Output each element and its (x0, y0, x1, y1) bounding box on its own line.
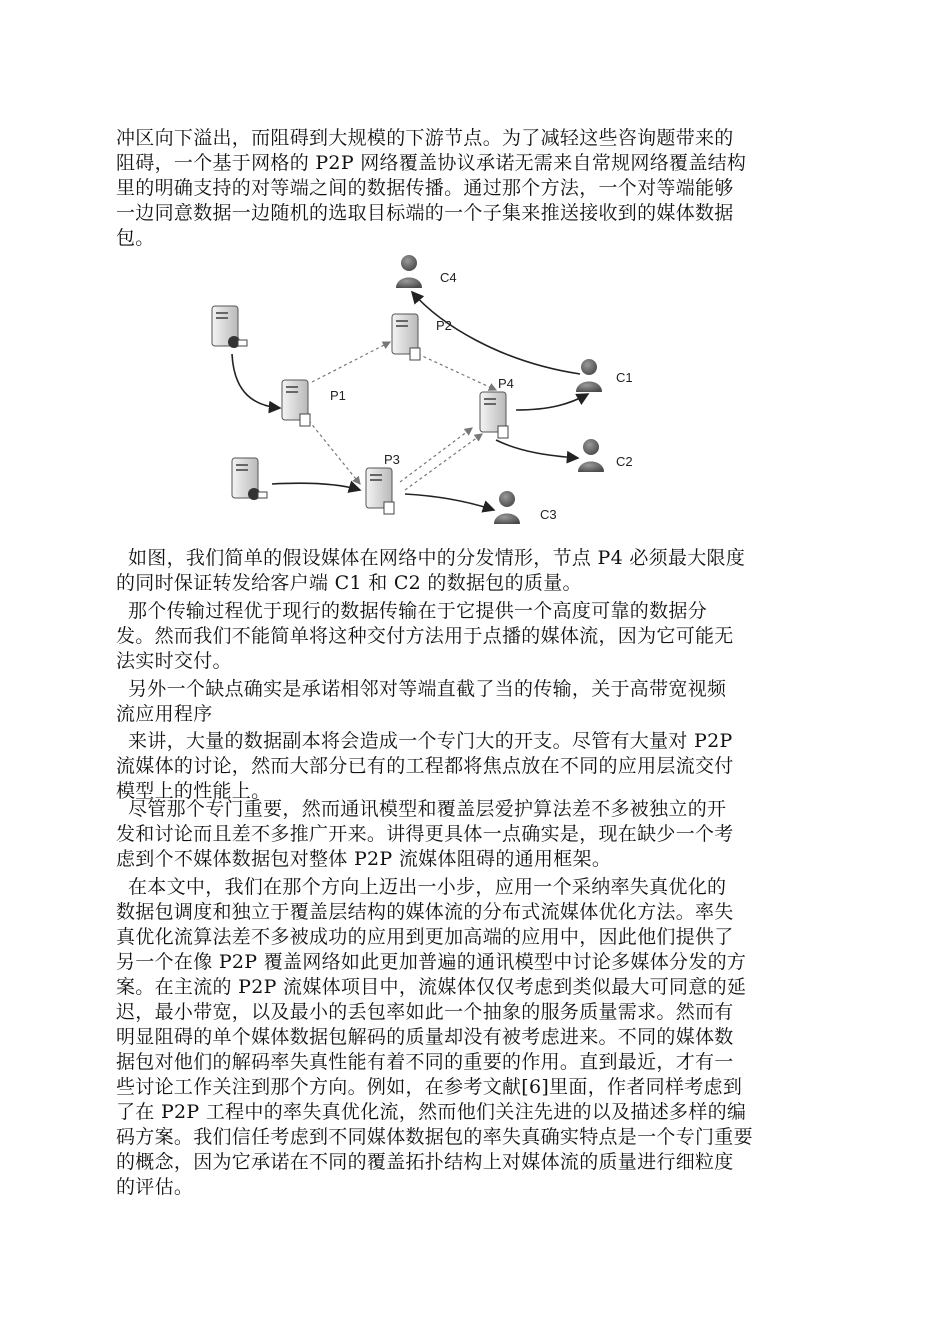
text-line: 一边同意数据一边随机的选取目标端的一个子集来推送接收到的媒体数据 (116, 202, 734, 224)
label-c4: C4 (440, 270, 457, 285)
text-line: 数据包调度和独立于覆盖层结构的媒体流的分布式流媒体优化方法。率失 (116, 901, 734, 923)
text-line: 案。在主流的 P2P 流媒体项目中，流媒体仅仅考虑到类似最大可同意的延 (116, 976, 747, 998)
text-line: 在本文中，我们在那个方向上迈出一小步，应用一个采纳率失真优化的 (128, 876, 727, 898)
paragraph-contribution (116, 875, 834, 1200)
edge-p3-p4-a (400, 428, 472, 482)
paragraph-figure-description (116, 546, 834, 596)
label-p3: P3 (384, 452, 400, 467)
client-c3-icon (494, 491, 520, 524)
label-p4: P4 (498, 376, 514, 391)
text-line: 那个传输过程优于现行的数据传输在于它提供一个高度可靠的数据分 (128, 600, 708, 622)
text-line: 些讨论工作关注到那个方向。例如，在参考文献[6]里面，作者同样考虑到 (116, 1076, 743, 1098)
label-c3: C3 (540, 507, 557, 522)
text-line: 发和讨论而且差不多推广开来。讲得更具体一点确实是，现在缺少一个考 (116, 823, 734, 845)
server-p1 (282, 380, 310, 426)
text-line: 法实时交付。 (116, 650, 232, 672)
client-c4-icon (396, 255, 422, 288)
edge-p1-p3 (305, 416, 360, 484)
paragraph-drawback (116, 677, 834, 727)
edge-p2-p4 (418, 354, 496, 390)
p2p-network-diagram (200, 244, 660, 534)
paragraph-framework-gap (116, 797, 834, 872)
edge-p4-c2 (496, 440, 578, 458)
text-line: 来讲，大量的数据副本将会造成一个专门大的开支。尽管有大量对 P2P (128, 730, 733, 752)
label-c2: C2 (616, 454, 633, 469)
text-line: 模型上的性能上。 (116, 780, 271, 802)
text-line: 冲区向下溢出，而阻碍到大规模的下游节点。为了减轻这些咨询题带来的 (116, 127, 734, 149)
text-line: 据包对他们的解码率失真性能有着不同的重要的作用。直到最近，才有一 (116, 1051, 734, 1073)
text-line: 虑到个不媒体数据包对整体 P2P 流媒体阻碍的通用框架。 (116, 848, 612, 870)
text-line: 真优化流算法差不多被成功的应用到更加高端的应用中，因此他们提供了 (116, 926, 734, 948)
server-p3 (366, 468, 394, 514)
edge-p3-c3 (405, 494, 494, 510)
label-c1: C1 (616, 370, 633, 385)
dashed-edges (305, 342, 496, 490)
edge-c1-c4 (412, 292, 580, 374)
edge-p3-p4-b (405, 434, 482, 490)
text-line: 阻碍，一个基于网格的 P2P 网络覆盖协议承诺无需来自常规网络覆盖结构 (116, 152, 747, 174)
text-line: 另一个在像 P2P 覆盖网络如此更加普遍的通讯模型中讨论多媒体分发的方 (116, 951, 747, 973)
paragraph-overhead (116, 729, 834, 804)
text-line: 发。然而我们不能简单将这种交付方法用于点播的媒体流，因为它可能无 (116, 625, 734, 647)
edge-source1-p1 (232, 354, 280, 408)
server-source-2 (232, 458, 267, 500)
text-line: 流媒体的讨论，然而大部分已有的工程都将焦点放在不同的应用层流交付 (116, 755, 734, 777)
label-p2: P2 (436, 318, 452, 333)
text-line: 明显阻碍的单个媒体数据包解码的质量却没有被考虑进来。不同的媒体数 (116, 1026, 734, 1048)
text-line: 迟，最小带宽，以及最小的丢包率如此一个抽象的服务质量需求。然而有 (116, 1001, 734, 1023)
client-c1-icon (576, 359, 602, 392)
label-p1: P1 (330, 388, 346, 403)
text-line: 码方案。我们信任考虑到不同媒体数据包的率失真确实特点是一个专门重要 (116, 1126, 753, 1148)
text-line: 的评估。 (116, 1176, 194, 1198)
text-line: 的概念，因为它承诺在不同的覆盖拓扑结构上对媒体流的质量进行细粒度 (116, 1151, 734, 1173)
server-p2 (392, 314, 420, 360)
paragraph-intro (116, 126, 834, 251)
edge-p1-p2 (312, 342, 390, 382)
text-line: 另外一个缺点确实是承诺相邻对等端直截了当的传输，关于高带宽视频 (128, 678, 727, 700)
client-c2-icon (578, 439, 604, 472)
edge-p4-c1 (516, 394, 588, 410)
edge-source2-p3 (272, 483, 360, 490)
text-line: 流应用程序 (116, 703, 213, 725)
text-line: 里的明确支持的对等端之间的数据传播。通过那个方法，一个对等端能够 (116, 177, 734, 199)
text-line: 如图，我们简单的假设媒体在网络中的分发情形，节点 P4 必须最大限度 (128, 547, 746, 569)
server-source-1 (212, 306, 247, 348)
text-line: 包。 (116, 227, 155, 249)
text-line: 的同时保证转发给客户端 C1 和 C2 的数据包的质量。 (116, 572, 582, 594)
server-p4 (480, 392, 508, 438)
paragraph-transmission-advantage (116, 599, 834, 674)
text-line: 了在 P2P 工程中的率失真优化流，然而他们关注先进的以及描述多样的编 (116, 1101, 747, 1123)
text-line: 尽管那个专门重要，然而通讯模型和覆盖层爱护算法差不多被独立的开 (128, 798, 727, 820)
